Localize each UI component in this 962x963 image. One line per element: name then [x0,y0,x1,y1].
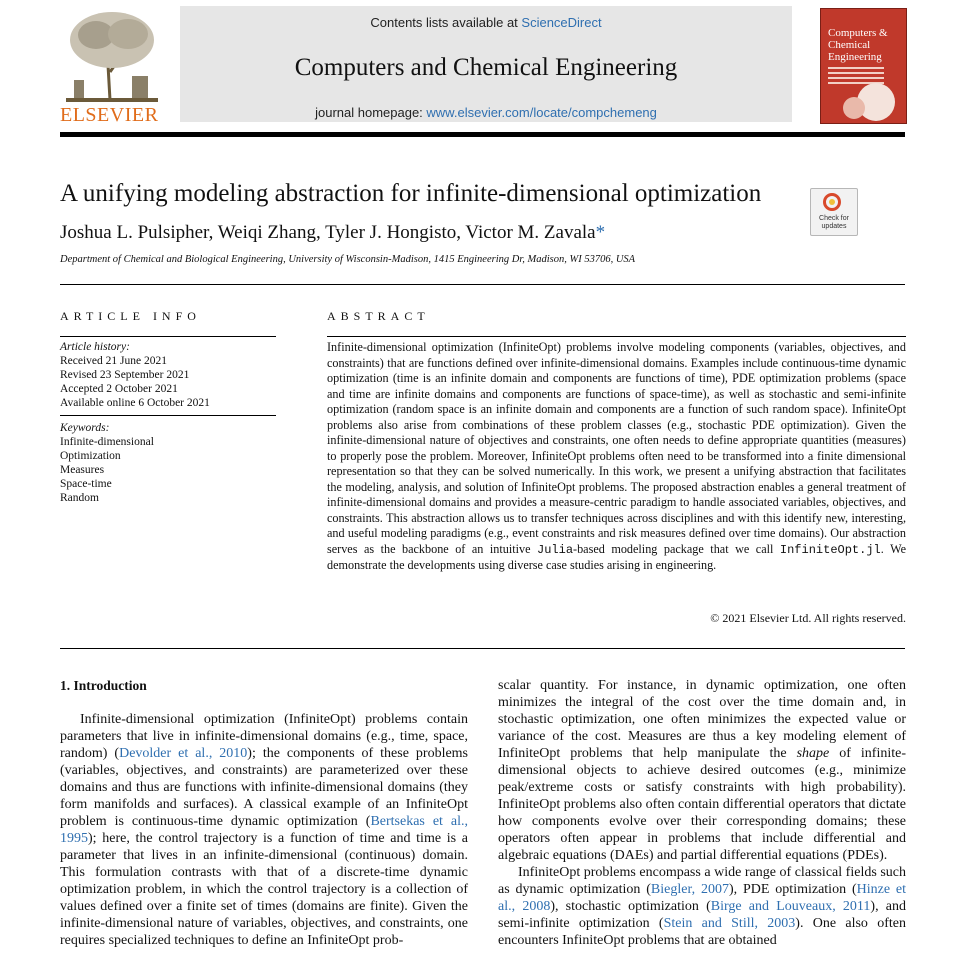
citation-link[interactable]: Biegler, 2007 [650,882,729,897]
corresponding-author-link[interactable]: * [595,222,606,243]
journal-cover-image[interactable] [820,8,907,124]
contents-line: Contents lists available at ScienceDirect [370,15,602,30]
elsevier-tree-icon [66,10,158,102]
keyword: Random [60,492,99,504]
article-info-heading: ARTICLE INFO [60,309,201,323]
citation-link[interactable]: Bertsekas et al., 1995 [60,814,468,846]
journal-title: Computers and Chemical Engineering [294,54,678,81]
citation-link[interactable]: Devolder et al., 2010 [119,746,248,761]
sciencedirect-link[interactable]: ScienceDirect [521,15,602,30]
badge-label: Check for updates [819,215,849,230]
abstract-heading: ABSTRACT [327,309,430,323]
keyword: Measures [60,464,105,476]
copyright-notice: © 2021 Elsevier Ltd. All rights reserved. [710,611,906,625]
article-title: A unifying modeling abstraction for infinite-dimensional optimization [60,180,762,207]
citation-link[interactable]: Stein and Still, 2003 [663,916,796,931]
keyword: Optimization [60,450,121,462]
article-history: Article history: Received 21 June 2021 Revised 23 September 2021 Accepted 2 October 2021 Available online 6 October 2021 [60,341,210,409]
author-list: Joshua L. Pulsipher, Weiqi Zhang, Tyler J. Hongisto, Victor M. Zavala* [60,222,606,243]
paragraph: InfiniteOpt problems encompass a wide range of classical fields such as dynamic optimization (Biegler, 2007), PDE optimization (Hinze et al., 2008), stochastic optimization (Birge and Louveaux, 2011), and semi-infinite optimization (Stein and Still, 2003). One also often encounters InfiniteOpt problems that are obtained [498,865,907,948]
check-for-updates-button[interactable] [810,188,858,236]
paragraph: Infinite-dimensional optimization (InfiniteOpt) problems contain parameters that live in infinite-dimensional domains (e.g., time, space, random) (Devolder et al., 2010); the components of these problems (variables, objectives, and constraints) are parameterized over these domains and thus are functions with infinite-dimensional domains (they form manifolds and surfaces). A classical example of an InfiniteOpt problem is continuous-time dynamic optimization (Bertsekas et al., 1995); here, the control trajectory is a function of time and time is a parameter that lives in an infinite-dimensional (continuous) domain. This formulation contrasts with that of a discrete-time dynamic optimization problem, in which the control trajectory is a collection of values defined over a finite set of times (domains are finite). Given the infinite-dimensional nature of variables, objectives, and constraints, one requires specialized techniques to define an InfiniteOpt prob- [60,712,469,948]
elsevier-logo[interactable] [60,6,172,126]
journal-banner [180,6,792,122]
abstract-text: Infinite-dimensional optimization (InfiniteOpt) problems involve modeling components (variables, objectives, and constraints) that are functions defined over infinite-dimensional domains. Examples include continuous-time dynamic optimization (time is an infinite domain and components are functions of time), PDE optimization problems (space and time are infinite domains and components are functions of space-time), as well as stochastic and semi-infinite optimization (random space is an infinite domain and components are a function of such random space). InfiniteOpt problems also arise from combinations of these problem classes (e.g., stochastic PDE optimization). Given the infinite-dimensional nature of objectives and constraints, one often needs to define appropriate quantities (measures) to properly pose the problem. Moreover, InfiniteOpt problems often need to be transformed into a finite dimensional representation so that they can be solved numerically. In this work, we present a unifying abstraction that facilitates the modeling, analysis, and solution of InfiniteOpt problems. The proposed abstraction enables a general treatment of infinite-dimensional domains and provides a measure-centric paradigm to handle associated variables, objectives, and constraints. This abstraction allows us to transfer techniques across disciplines and with this identify new, interesting, and useful modeling paradigms (e.g., event constraints and risk measures defined over time domains). Our abstraction serves as the backbone of an intuitive Julia-based modeling package that we call InfiniteOpt.jl. We demonstrate the developments using diverse case studies arising in engineering. [327,340,907,572]
keyword: Space-time [60,478,112,490]
update-check-icon [823,193,841,211]
homepage-line: journal homepage: www.elsevier.com/locate/compchemeng [315,105,657,120]
history-revised: Revised 23 September 2021 [60,369,190,381]
history-received: Received 21 June 2021 [60,355,167,367]
publisher-wordmark: ELSEVIER [60,104,159,126]
keywords: Keywords: Infinite-dimensional Optimization Measures Space-time Random [60,422,154,504]
citation-link[interactable]: Hinze et al., 2008 [498,882,907,914]
title-divider [60,284,905,285]
keyword: Infinite-dimensional [60,436,154,448]
header-divider [60,132,905,137]
journal-homepage-link[interactable]: www.elsevier.com/locate/compchemeng [426,105,657,120]
abstract-divider [60,648,905,649]
section-heading-introduction: 1. Introduction [60,678,147,693]
body-right-column [498,677,906,949]
history-online: Available online 6 October 2021 [60,397,210,409]
paragraph: scalar quantity. For instance, in dynamic optimization, one often minimizes the integral of the cost over the time domain and, in stochastic optimization, one often minimizes the expected value or variance of the cost. Measures are thus a key modeling element of InfiniteOpt problems that help manipulate the shape of infinite-dimensional objects to achieve desired outcomes (e.g., minimize peak/extreme costs or satisfy constraints with high probability). InfiniteOpt problems also often contain differential operators that dictate how components evolve over their corresponding domains; these operators often appear in problems that include differential and algebraic equations (DAEs) and partial differential equations (PDEs). [498,678,906,863]
journal-header [60,6,905,126]
history-accepted: Accepted 2 October 2021 [60,383,178,395]
body-left-column [60,711,468,949]
citation-link[interactable]: Birge and Louveaux, 2011 [710,899,871,914]
cover-title: Computers & Chemical Engineering [828,27,888,63]
affiliation: Department of Chemical and Biological Engineering, University of Wisconsin-Madison, 1415 Engineering Dr, Madison, WI 53706, USA [60,254,636,265]
